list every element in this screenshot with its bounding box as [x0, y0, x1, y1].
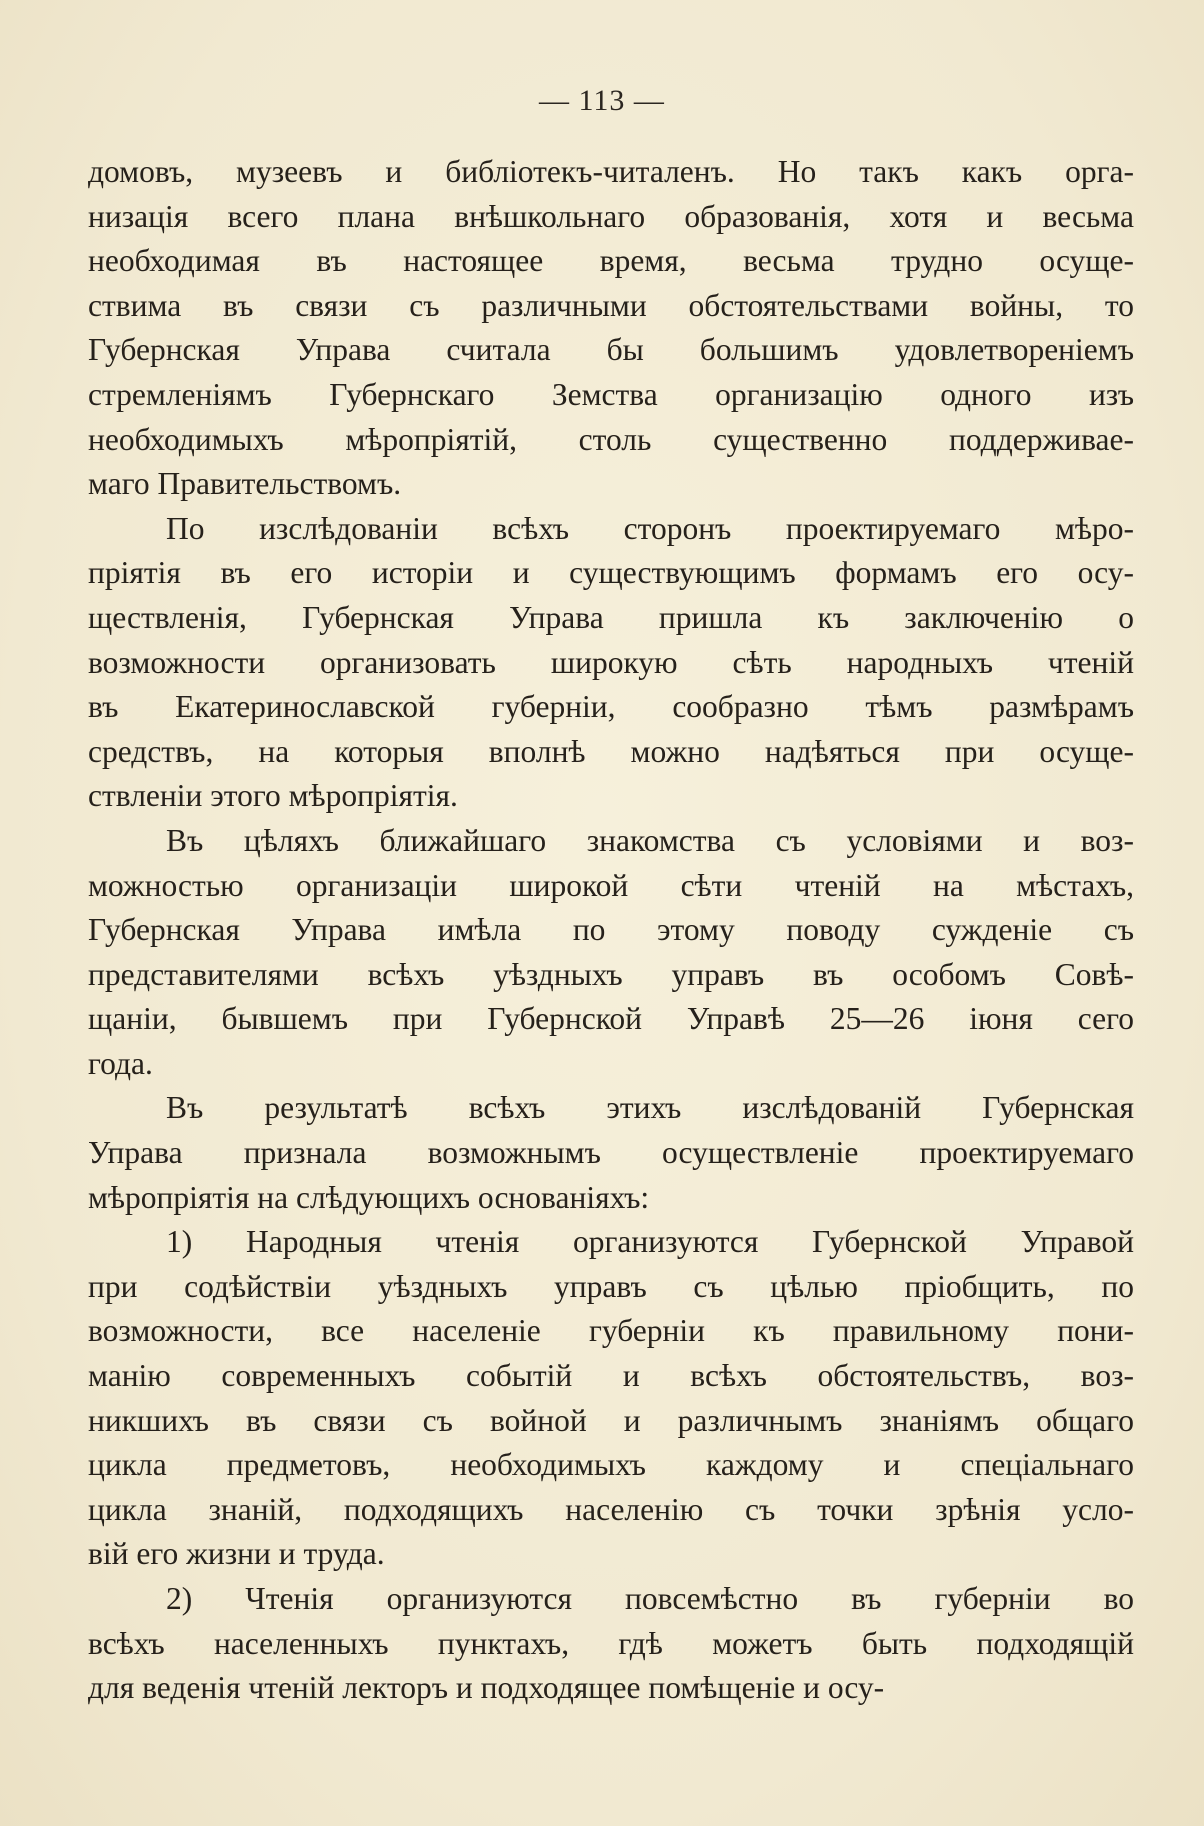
- paragraph: [88, 1086, 1134, 1220]
- text-line: стремленіямъ Губернскаго Земства организацію одного изъ: [88, 376, 1134, 412]
- text-line: ствима въ связи съ различными обстоятельствами войны, то: [88, 287, 1134, 323]
- text-line: 2) Чтенія организуются повсемѣстно въ губерніи во: [166, 1581, 1134, 1616]
- text-line: 1) Народныя чтенія организуются Губернской Управой: [166, 1224, 1134, 1260]
- text-line: необходимыхъ мѣропріятій, столь существенно поддерживае-: [88, 421, 1134, 457]
- text-line: пріятія въ его исторіи и существующимъ формамъ его осу-: [88, 555, 1134, 591]
- text-line: Губернская Управа считала бы большимъ удовлетвореніемъ: [88, 332, 1134, 368]
- text-line: Губернская Управа имѣла по этому поводу сужденіе съ: [88, 912, 1134, 948]
- text-line: низація всего плана внѣшкольнаго образованія, хотя и весьма: [88, 198, 1134, 234]
- text-line: года.: [88, 1045, 153, 1081]
- text-line: цикла знаній, подходящихъ населенію съ точки зрѣнія усло-: [88, 1491, 1134, 1527]
- text-line: возможности организовать широкую сѣть народныхъ чтеній: [88, 644, 1134, 680]
- text-line: домовъ, музеевъ и библіотекъ-читаленъ. Но такъ какъ орга-: [88, 154, 1134, 189]
- text-line: въ Екатеринославской губерніи, сообразно тѣмъ размѣрамъ: [88, 689, 1134, 725]
- page-text: [88, 150, 1134, 1711]
- text-line: Въ результатѣ всѣхъ этихъ изслѣдованій Губернская: [166, 1090, 1134, 1126]
- text-line: щаніи, бывшемъ при Губернской Управѣ 25—26 іюня сего: [88, 1001, 1134, 1037]
- paragraph: [88, 1577, 1134, 1711]
- paragraph: [88, 1220, 1134, 1577]
- text-line: необходимая въ настоящее время, весьма трудно осуще-: [88, 243, 1134, 279]
- page-number: — 113 —: [539, 84, 665, 117]
- text-line: мѣропріятія на слѣдующихъ основаніяхъ:: [88, 1179, 650, 1215]
- text-line: маго Правительствомъ.: [88, 466, 402, 502]
- text-line: всѣхъ населенныхъ пунктахъ, гдѣ можетъ быть подходящій: [88, 1625, 1134, 1661]
- text-line: ствленіи этого мѣропріятія.: [88, 778, 458, 814]
- text-line: цикла предметовъ, необходимыхъ каждому и спеціальнаго: [88, 1447, 1134, 1483]
- text-line: По изслѣдованіи всѣхъ сторонъ проектируемаго мѣро-: [166, 510, 1134, 546]
- text-line: можностью организаціи широкой сѣти чтеній на мѣстахъ,: [88, 867, 1134, 903]
- paragraph: [88, 819, 1134, 1087]
- text-line: возможности, все населеніе губерніи къ правильному пони-: [88, 1313, 1134, 1349]
- text-line: для веденія чтеній лекторъ и подходящее помѣщеніе и осу-: [88, 1670, 885, 1706]
- text-line: при содѣйствіи уѣздныхъ управъ съ цѣлью пріобщить, по: [88, 1268, 1134, 1304]
- text-line: средствъ, на которыя вполнѣ можно надѣяться при осуще-: [88, 733, 1134, 769]
- text-line: ществленія, Губернская Управа пришла къ заключенію о: [88, 599, 1134, 635]
- text-line: манію современныхъ событій и всѣхъ обстоятельствъ, воз-: [88, 1358, 1134, 1394]
- paragraph: [88, 150, 1134, 507]
- text-line: вій его жизни и труда.: [88, 1536, 385, 1572]
- text-line: Управа признала возможнымъ осуществленіе проектируемаго: [88, 1135, 1134, 1171]
- text-line: Въ цѣляхъ ближайшаго знакомства съ условіями и воз-: [166, 822, 1134, 858]
- paragraph: [88, 507, 1134, 819]
- text-line: никшихъ въ связи съ войной и различнымъ знаніямъ общаго: [88, 1402, 1134, 1438]
- text-line: представителями всѣхъ уѣздныхъ управъ въ особомъ Совѣ-: [88, 956, 1134, 992]
